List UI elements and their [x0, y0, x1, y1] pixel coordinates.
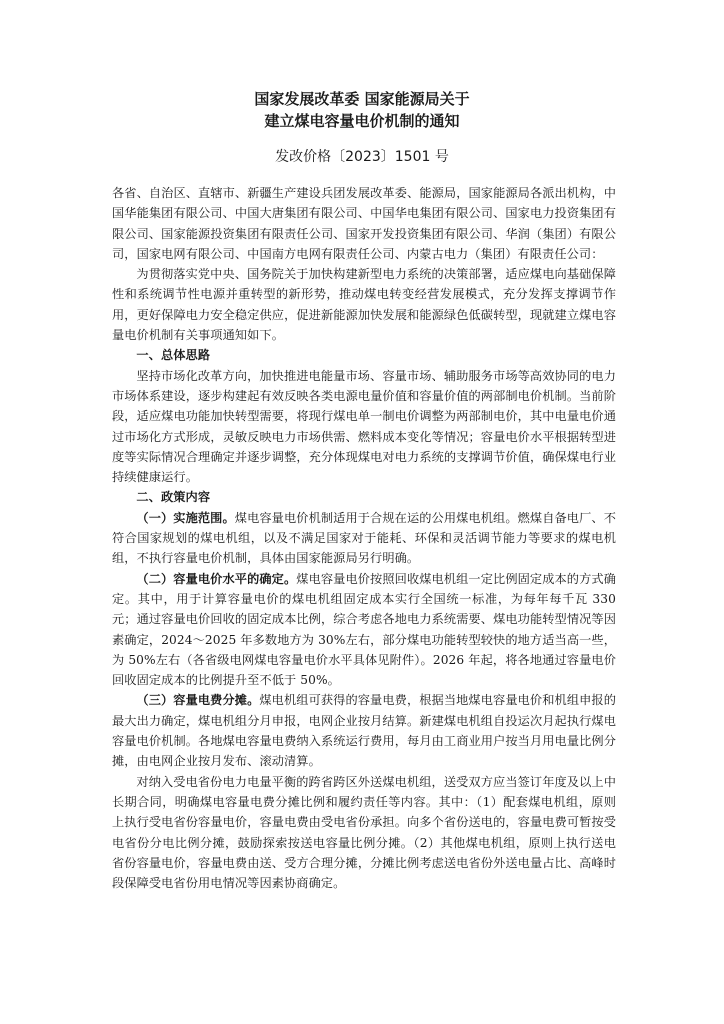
- title-line-2: 建立煤电容量电价机制的通知: [264, 112, 460, 130]
- document-title: [0, 88, 724, 132]
- item-3-paragraph: [112, 690, 616, 771]
- title-line-1: 国家发展改革委 国家能源局关于: [254, 90, 470, 108]
- item-2-paragraph: [112, 569, 616, 691]
- addressee-paragraph: 各省、自治区、直辖市、新疆生产建设兵团发展改革委、能源局，国家能源局各派出机构，中国华能集团有限公司、中国大唐集团有限公司、中国华电集团有限公司、国家电力投资集团有限公司、国家能源投资集团有限责任公司、国家开发投资集团有限公司、华润（集团）有限公司，国家电网有限公司、中国南方电网有限责任公司、内蒙古电力（集团）有限责任公司：: [112, 186, 616, 261]
- item-1-paragraph: [112, 508, 616, 569]
- item-1-text: 煤电容量电价机制适用于合规在运的公用煤电机组。燃煤自备电厂、不符合国家规划的煤电机组，以及不满足国家对于能耗、环保和灵活调节能力等要求的煤电机组，不执行容量电价机制，具体由国家能源局另行明确。: [112, 510, 616, 566]
- item-2-text: 煤电容量电价按照回收煤电机组一定比例固定成本的方式确定。其中，用于计算容量电价的煤电机组固定成本实行全国统一标准，为每年每千瓦 330 元；通过容量电价回收的固定成本比例，综合考虑各地电力系统需要、煤电功能转型情况等因素确定，2024～2025 年多数地方为 30%左右，部分煤电功能转型较快的地方适当高一些，为 50%左右（各省级电网煤电容量电价水平具体见附件）。2026 年起，将各地通过容量电价回收固定成本的比例提升至不低于 50%。: [112, 571, 616, 688]
- intro-paragraph: 为贯彻落实党中央、国务院关于加快构建新型电力系统的决策部署，适应煤电向基础保障性和系统调节性电源并重转型的新形势，推动煤电转变经营发展模式，充分发挥支撑调节作用，更好保障电力安全稳定供应，促进新能源加快发展和能源绿色低碳转型，现就建立煤电容量电价机制有关事项通知如下。: [112, 267, 616, 343]
- item-3-paragraph-2: 对纳入受电省份电力电量平衡的跨省跨区外送煤电机组，送受双方应当签订年度及以上中长期合同，明确煤电容量电费分摊比例和履约责任等内容。其中：（1）配套煤电机组，原则上执行受电省份容量电价，容量电费由受电省份承担。向多个省份送电的，容量电费可暂按受电省份分电比例分摊，鼓励探索按送电容量比例分摊。（2）其他煤电机组，原则上执行送电省份容量电价，容量电费由送、受方合理分摊，分摊比例考虑送电省份外送电量占比、高峰时段保障受电省份用电情况等因素协商确定。: [112, 774, 616, 891]
- section-2-heading: 二、政策内容: [136, 490, 211, 505]
- item-3-text: 煤电机组可获得的容量电费，根据当地煤电容量电价和机组申报的最大出力确定，煤电机组分月申报，电网企业按月结算。新建煤电机组自投运次月起执行煤电容量电价机制。各地煤电容量电费纳入系统运行费用，每月由工商业用户按当月用电量比例分摊，由电网企业按月发布、滚动清算。: [112, 693, 616, 769]
- item-1-label: （一）实施范围。: [136, 510, 235, 525]
- document-body: [112, 183, 616, 893]
- document-number: 发改价格〔2023〕1501 号: [275, 149, 449, 165]
- section-1-paragraph: 坚持市场化改革方向，加快推进电能量市场、容量市场、辅助服务市场等高效协同的电力市场体系建设，逐步构建起有效反映各类电源电量价值和容量价值的两部制电价机制。当前阶段，适应煤电功能加快转型需要，将现行煤电单一制电价调整为两部制电价，其中电量电价通过市场化方式形成，灵敏反映电力市场供需、燃料成本变化等情况；容量电价水平根据转型进度等实际情况合理确定并逐步调整，充分体现煤电对电力系统的支撑调节价值，确保煤电行业持续健康运行。: [112, 368, 616, 485]
- item-3-label: （三）容量电费分摊。: [136, 693, 260, 708]
- section-1-heading: 一、总体思路: [136, 348, 211, 363]
- item-2-label: （二）容量电价水平的确定。: [136, 571, 297, 586]
